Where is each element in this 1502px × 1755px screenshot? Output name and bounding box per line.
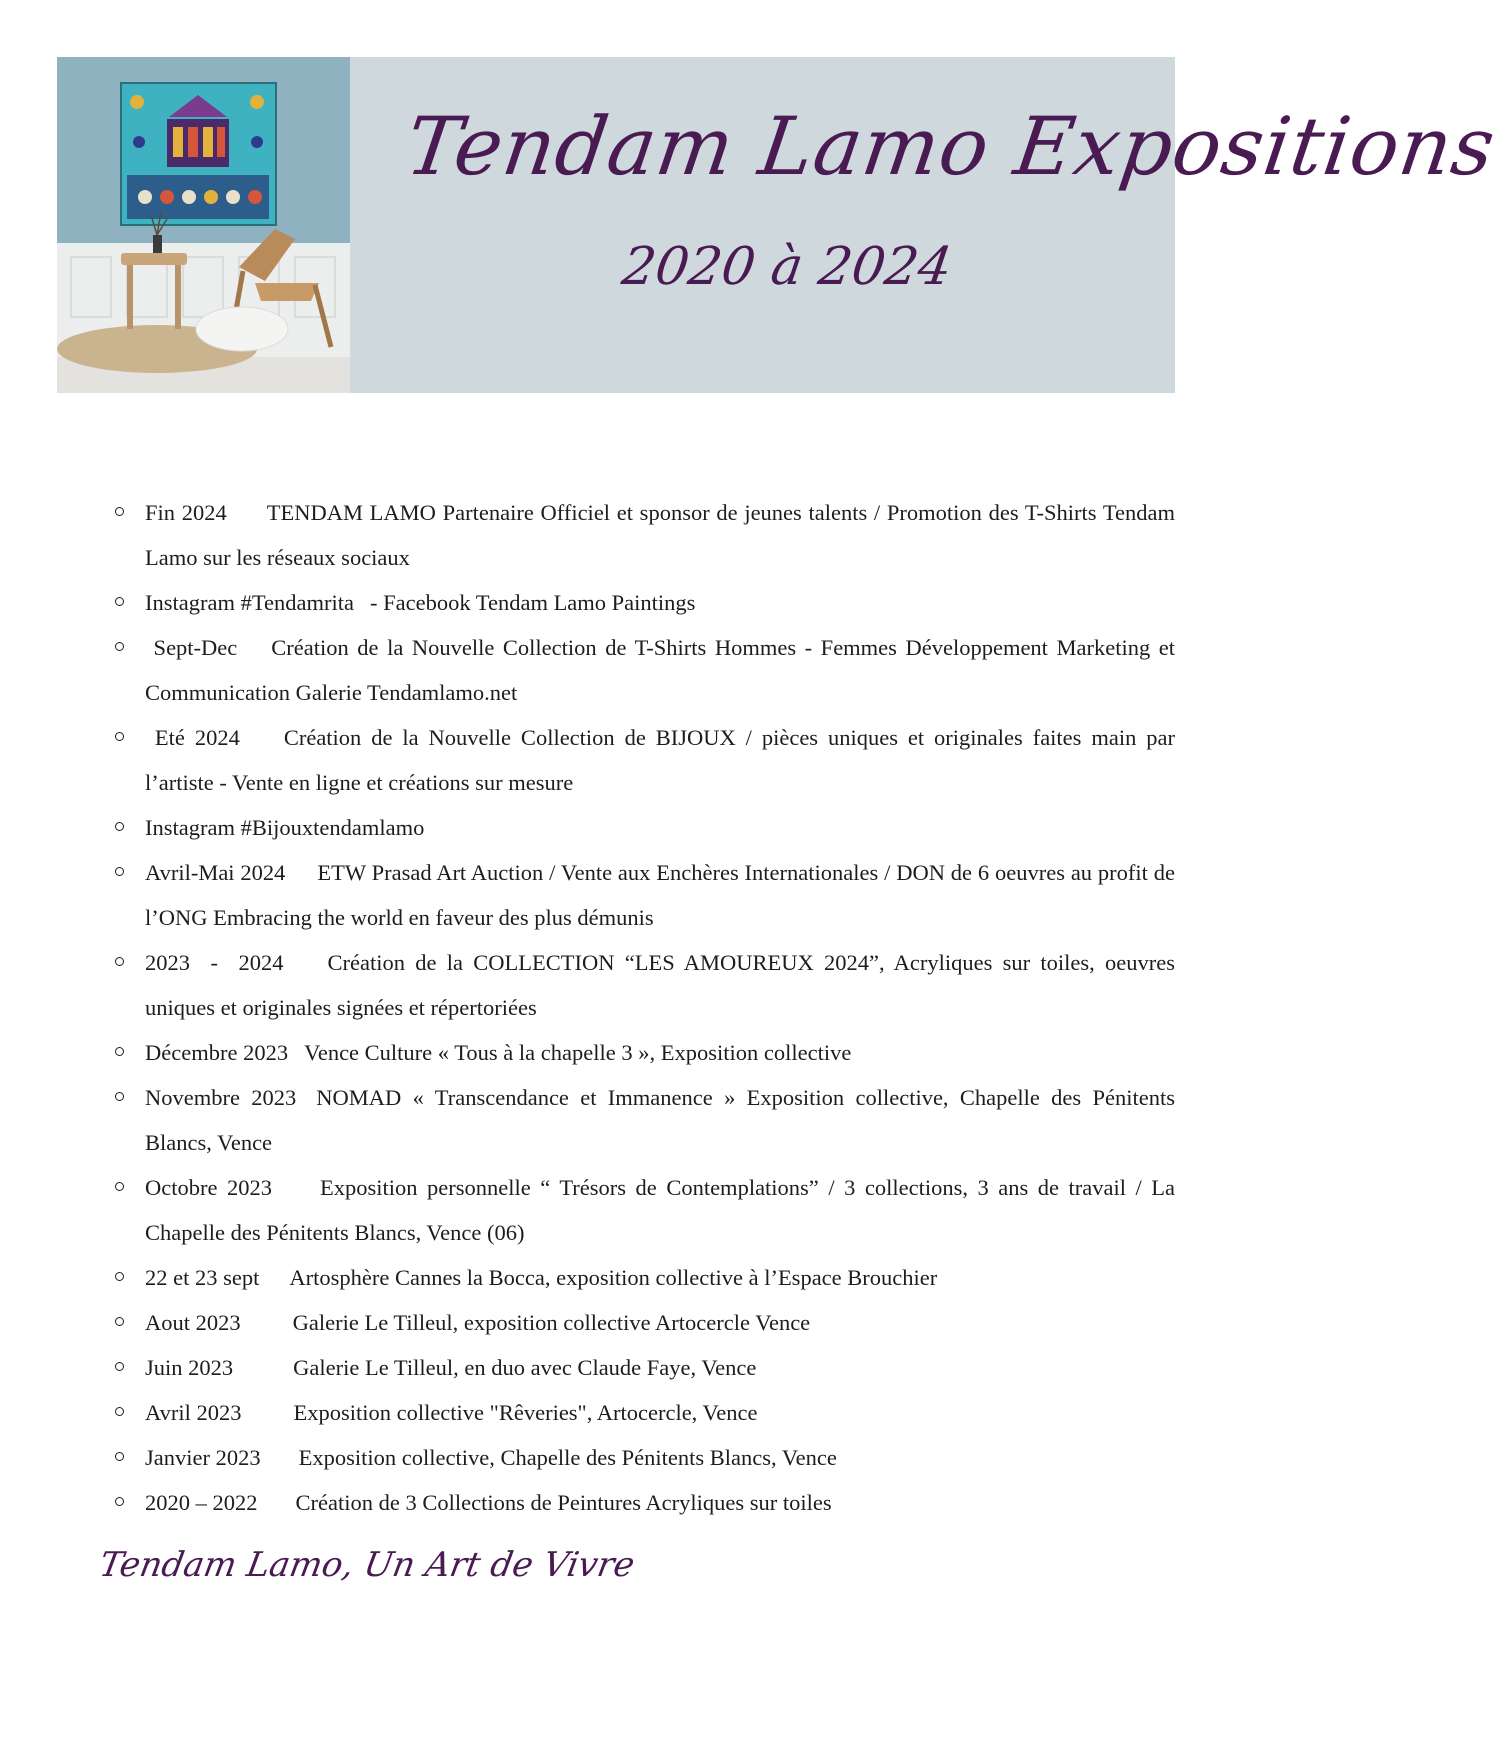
bullet-icon bbox=[115, 1047, 124, 1056]
banner-years: 2020 à 2024 bbox=[618, 237, 956, 297]
entry-text: - Facebook Tendam Lamo Paintings bbox=[369, 590, 696, 615]
bullet-icon bbox=[115, 1362, 124, 1371]
list-item bbox=[112, 805, 1175, 850]
bullet-icon bbox=[115, 1497, 124, 1506]
list-item bbox=[112, 1390, 1175, 1435]
exhibition-list bbox=[112, 490, 1175, 1525]
entry-text: Création de la Nouvelle Collection de BIJOUX / pièces uniques et originales faites main par l’artiste - Vente en ligne et créations sur mesure bbox=[145, 725, 1175, 795]
entry-date: 2020 – 2022 bbox=[145, 1490, 258, 1515]
entry-date: Aout 2023 bbox=[145, 1310, 241, 1335]
bullet-icon bbox=[115, 867, 124, 876]
bullet-icon bbox=[115, 1407, 124, 1416]
list-item bbox=[112, 1345, 1175, 1390]
entry-text: Galerie Le Tilleul, exposition collective Artocercle Vence bbox=[292, 1310, 811, 1335]
signature-tagline: Tendam Lamo, Un Art de Vivre bbox=[96, 1545, 638, 1585]
entry-text: TENDAM LAMO Partenaire Officiel et sponsor de jeunes talents / Promotion des T-Shirts Tendam Lamo sur les réseaux sociaux bbox=[145, 500, 1175, 570]
entry-date: Avril 2023 bbox=[145, 1400, 242, 1425]
entry-text: Artosphère Cannes la Bocca, exposition collective à l’Espace Brouchier bbox=[289, 1265, 938, 1290]
list-item bbox=[112, 940, 1175, 1030]
list-item bbox=[112, 625, 1175, 715]
entry-date: Fin 2024 bbox=[145, 500, 227, 525]
list-item bbox=[112, 850, 1175, 940]
entry-date: Instagram #Tendamrita bbox=[145, 590, 354, 615]
bullet-icon bbox=[115, 957, 124, 966]
interior-photo bbox=[57, 57, 350, 393]
entry-text: Création de la COLLECTION “LES AMOUREUX 2024”, Acryliques sur toiles, oeuvres uniques et originales signées et répertoriées bbox=[145, 950, 1175, 1020]
bullet-icon bbox=[115, 1092, 124, 1101]
entry-date: Instagram #Bijouxtendamlamo bbox=[145, 815, 425, 840]
entry-text: Exposition collective, Chapelle des Pénitents Blancs, Vence bbox=[298, 1445, 837, 1470]
list-item bbox=[112, 1435, 1175, 1480]
entry-date: Avril-Mai 2024 bbox=[145, 860, 286, 885]
entry-date: Juin 2023 bbox=[145, 1355, 234, 1380]
bullet-icon bbox=[115, 642, 124, 651]
list-item bbox=[112, 1300, 1175, 1345]
bullet-icon bbox=[115, 597, 124, 606]
bullet-icon bbox=[115, 1452, 124, 1461]
bullet-icon bbox=[115, 1317, 124, 1326]
entry-date: Décembre 2023 bbox=[145, 1040, 289, 1065]
entry-text: Création de 3 Collections de Peintures Acryliques sur toiles bbox=[295, 1490, 832, 1515]
entry-date: 2023 - 2024 bbox=[145, 950, 284, 975]
colorful-painting-icon bbox=[121, 83, 276, 225]
list-item bbox=[112, 490, 1175, 580]
list-item bbox=[112, 1030, 1175, 1075]
bullet-icon bbox=[115, 507, 124, 516]
bullet-icon bbox=[115, 732, 124, 741]
bullet-icon bbox=[115, 1182, 124, 1191]
header-banner bbox=[57, 57, 1502, 393]
entry-text: NOMAD « Transcendance et Immanence » Exposition collective, Chapelle des Pénitents Blancs, Vence bbox=[145, 1085, 1175, 1155]
bullet-icon bbox=[115, 822, 124, 831]
bullet-icon bbox=[115, 1272, 124, 1281]
entry-text: Exposition personnelle “ Trésors de Contemplations” / 3 collections, 3 ans de travail / La Chapelle des Pénitents Blancs, Vence (06) bbox=[145, 1175, 1176, 1245]
entry-date: Novembre 2023 bbox=[145, 1085, 297, 1110]
entry-date: Eté 2024 bbox=[145, 725, 240, 750]
list-item bbox=[112, 715, 1175, 805]
entry-text: ETW Prasad Art Auction / Vente aux Enchères Internationales / DON de 6 oeuvres au profit de l’ONG Embracing the world en faveur des plus démunis bbox=[145, 860, 1175, 930]
floor-cushion-icon bbox=[196, 307, 288, 351]
entry-text: Vence Culture « Tous à la chapelle 3 », Exposition collective bbox=[304, 1040, 852, 1065]
entry-text: Galerie Le Tilleul, en duo avec Claude Faye, Vence bbox=[293, 1355, 757, 1380]
list-item bbox=[112, 1480, 1175, 1525]
list-item bbox=[112, 1075, 1175, 1165]
entry-text: Exposition collective "Rêveries", Artocercle, Vence bbox=[293, 1400, 758, 1425]
list-item bbox=[112, 580, 1175, 625]
list-item bbox=[112, 1165, 1175, 1255]
entry-date: 22 et 23 sept bbox=[145, 1265, 260, 1290]
entry-date: Sept-Dec bbox=[145, 635, 238, 660]
banner-title: Tendam Lamo Expositions bbox=[400, 100, 1502, 193]
entry-date: Octobre 2023 bbox=[145, 1175, 272, 1200]
list-item bbox=[112, 1255, 1175, 1300]
entry-text: Création de la Nouvelle Collection de T-Shirts Hommes - Femmes Développement Marketing et Communication Galerie Tendamlamo.net bbox=[145, 635, 1175, 705]
entry-date: Janvier 2023 bbox=[145, 1445, 261, 1470]
